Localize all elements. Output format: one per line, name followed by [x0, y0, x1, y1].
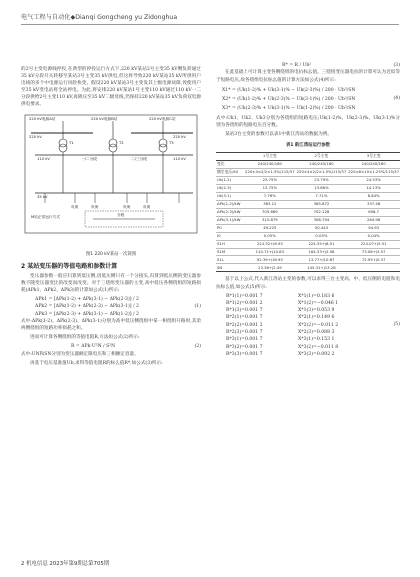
reactance-value: X*3(3)=0.092 2 [298, 351, 335, 357]
label-m-station: M站正常运行方式 [31, 214, 60, 219]
table-cell: 7.71% [296, 192, 348, 200]
table-cell: 164.33+j2.58 [296, 248, 348, 256]
table-header-cell [216, 152, 244, 160]
table-header-cell: 1号主变 [244, 152, 296, 160]
parameters-table [216, 152, 400, 273]
table-cell: 224.32+j6.93 [244, 240, 296, 248]
table-cell: 92.39+j16.93 [244, 256, 296, 264]
table-row-label: P0 [216, 224, 244, 232]
table-cell: 50.443 [296, 224, 348, 232]
table-cell: 240/240/160 [244, 160, 296, 168]
resistance-value: R*1(1)=0.001 7 [226, 293, 263, 299]
transformer-t1-b [59, 144, 67, 152]
label-load-1: 负荷 [71, 204, 79, 209]
table-cell: 705.669 [244, 208, 296, 216]
resistance-value: R*2(2)=0.001 2 [226, 322, 263, 328]
equation-4 [216, 86, 400, 113]
equation-1 [21, 296, 201, 318]
table-cell: 72.93+j0.37 [347, 256, 400, 264]
eq4-number: (4) [393, 95, 400, 101]
left-column [21, 66, 201, 369]
table-cell: 14.13% [347, 184, 400, 192]
table-cell: 220±4×2/2×1.5%/115/37 [244, 168, 296, 176]
equation-2 [21, 343, 201, 350]
label-t3: T3 [169, 140, 174, 145]
resistance-value: R*2(3)=0.001 7 [226, 330, 263, 336]
transformer-t1-a [59, 139, 67, 147]
running-header [21, 8, 399, 25]
table-row [216, 248, 400, 256]
paragraph-eq1-note: 式中:ΔPk(1-2)、ΔPk(2-3)、ΔPk(3-1)分别为高中低压侧绕组中某一相绕组开路时,其余两侧绕组的短路功率损耗之和。 [21, 319, 201, 332]
table-cell: 0.05% [296, 232, 348, 240]
table-cell: 0.05% [244, 232, 296, 240]
label-t2: T2 [119, 140, 124, 145]
label-110-3: 110 kV [173, 156, 186, 161]
eq5-row [226, 314, 400, 321]
paragraph-resistance-intro: 进而可计算各侧绕组的等值电阻R,方法如公式(2)所示: [30, 335, 140, 341]
transformer-t3-a [159, 139, 167, 147]
table-row [216, 208, 400, 216]
table-cell: 264.98 [347, 216, 400, 224]
table-row-label: Uk(3-1) [216, 192, 244, 200]
table-cell: 240/240/160 [296, 160, 348, 168]
transformer-t2-b [109, 144, 117, 152]
table-cell: 145.31+j13.28 [296, 264, 348, 272]
eq1-line: ΔPk3 = [ΔPk(2-3) + ΔPk(3-1) − ΔPk(1-2)] / 2 [35, 311, 139, 317]
table-cell: 49.225 [244, 224, 296, 232]
table-cell: 73.08+j3.57 [347, 248, 400, 256]
table-row [216, 168, 400, 176]
resistance-value: R*3(2)=0.001 7 [226, 344, 263, 350]
eq1-number: (1) [194, 303, 201, 309]
eq5-row [226, 329, 400, 336]
eq1-line: ΔPk2 = [ΔPk(1-2) + ΔPk(2-3) − ΔPk(3-1)] / 2 [35, 304, 139, 310]
intro-paragraph: 的2号主变电源线停役,在典型的停役运行方式下,220 kV某站2号主变35 kV侧负荷通过35 kV分段开关转移至某站3号主变35 kV供电,但这将导致220 kV某站35 kV所供用户出线的多个中电源运行风险快变。假设220 kV某站3号主变发其上级电源故障,致使用户至35 kV变电站将全站停电。为此,将安排220 kV某站1号主变110 kV通过110 kV一二分段供给2号主变110 kV,再降压至35 kV二级母线,仍保持220 kV某站35 kV负荷双电源供电要求。 [21, 67, 201, 108]
eq5-rows [226, 293, 400, 359]
reactance-value: X*1(2)=−0.046 1 [298, 300, 339, 306]
table-cell: 94.93 [347, 224, 400, 232]
resistance-value: R*1(2)=0.001 2 [226, 300, 263, 306]
reactance-value: X*3(1)=0.153 1 [298, 337, 335, 343]
table-body [216, 160, 400, 272]
transformer-t3-b [159, 144, 167, 152]
transformer-t2-a [109, 139, 117, 147]
resistance-value: R*2(1)=0.001 7 [226, 315, 263, 321]
table-row [216, 176, 400, 184]
eq4-line: X3* = (Uk(2-3)% + Uk(3-1)% − Uk(1-2)%) / 200 · Ub²/SN [222, 105, 356, 111]
eq3-number: (3) [393, 63, 400, 68]
paragraph-transformer-params: 变压器参数一般应归算到低压侧,因低压侧只有一个分接头,归算到低压侧的变压器参数不随变压器变比的改变而改变。对于三绕组变压器的主变,高中低压各侧绕组的短路损耗(ΔPk1、ΔPk2、ΔPk3)的计算如公式(1)所示: [21, 273, 201, 293]
eq5-row [226, 344, 400, 351]
table-cell: 110.71+j14.83 [244, 248, 296, 256]
table-row [216, 224, 400, 232]
table-header-row [216, 152, 400, 160]
table-cell: 310.879 [244, 216, 296, 224]
table-cell: 13.75% [244, 184, 296, 192]
paragraph-results-intro: 基于以上公式,代入新江湾站主变的参数,可以求得三台主变高、中、低压侧的电阻和电抗标么值,如公式(5)所示: [216, 277, 400, 290]
resistance-value: R*1(3)=0.001 7 [226, 308, 263, 314]
table-1-caption: 表1 新江湾站运行参数 [285, 142, 331, 148]
section-2-heading: 2 某站变压器的等值电路和参数计算 [21, 262, 118, 270]
table-cell: 13.86% [296, 184, 348, 192]
table-row [216, 200, 400, 208]
paragraph-table-intro: 某站3台主变的参数可以表1中新江湾站的数据为例。 [225, 131, 332, 137]
table-row-label: SN [216, 264, 244, 272]
label-source-b: 220 kV电源B站 [91, 116, 118, 121]
table-row-label: 额定电压/kV [216, 168, 244, 176]
table-row-label: I0 [216, 232, 244, 240]
table-row [216, 264, 400, 272]
reactance-value: X*2(1)=0.149 6 [298, 315, 335, 321]
label-220-right: 220 kV [173, 134, 186, 139]
resistance-value: R*3(3)=0.001 7 [226, 351, 263, 357]
paragraph-eq4-note: 式中:Uk1、Uk2、Uk3分别为各绕组的短路电压;Uk(1-2)%、Uk(2-3)%、Uk(3-1)%分别为各绕组的短路电压百分数。 [216, 115, 400, 128]
eq1-line: ΔPk1 = [ΔPk(1-2) + ΔPk(3-1) − ΔPk(2-3)] / 2 [35, 296, 139, 302]
table-cell: 240/240/160 [347, 160, 400, 168]
reactance-value: X*1(3)=0.053 9 [298, 308, 335, 314]
table-cell: 224.35+j6.51 [296, 240, 348, 248]
eq5-row [226, 293, 400, 300]
eq5-number: (5) [393, 321, 400, 327]
equation-3 [216, 62, 400, 69]
table-cell: 23.79% [296, 176, 348, 184]
eq5-row [226, 300, 400, 307]
table-cell: 702.128 [296, 208, 348, 216]
eq5-row [226, 307, 400, 314]
table-row [216, 216, 400, 224]
label-sec23: 二/三分段 [131, 156, 147, 161]
label-load-3: 负荷 [123, 204, 131, 209]
table-row [216, 192, 400, 200]
load-feeders [45, 193, 179, 203]
table-cell: 220±4×2/2×1.5%/115/37 [296, 168, 348, 176]
eq5-row [226, 322, 400, 329]
table-cell: 224.07+j5.51 [347, 240, 400, 248]
label-t1: T1 [69, 140, 74, 145]
eq5-row [226, 351, 400, 358]
table-row-label: S1L [216, 256, 244, 264]
figure-1-diagram [23, 111, 199, 249]
table-row-label: Uk(2-3) [216, 184, 244, 192]
figure-1-caption: 图1 220 kV某站一次简图 [85, 251, 137, 257]
table-cell: 7.76% [244, 192, 296, 200]
table-cell [347, 264, 400, 272]
page-footer: 2 机电信息 2023年第9期总第705期 [21, 561, 110, 567]
table-cell: 308.794 [296, 216, 348, 224]
table-cell: 363.12 [244, 200, 296, 208]
journal-title: 电气工程与自动化◆Dianqi Gongcheng yu Zidonghua [21, 14, 178, 21]
label-load-2: 负荷 [91, 204, 99, 209]
table-row-label: ΔPk(2-3)/kW [216, 208, 244, 216]
equation-5 [216, 293, 400, 359]
label-sec12: 一/二分段 [81, 156, 97, 161]
table-row-label: 变比 [216, 160, 244, 168]
paragraph-per-unit: 再基于电压基准值Ub,求得等值电阻R的标么值R*,如公式(3)所示: [30, 360, 163, 366]
eq5-row [226, 336, 400, 343]
table-row [216, 240, 400, 248]
table-row [216, 232, 400, 240]
table-cell: 337.48 [347, 200, 400, 208]
paragraph-reactance-intro: 在此基础上可计算主变各侧绕组的电抗标幺值。三绕组变压器电抗的计算可认为近似等于短路电压,故各绕组电抗标幺值的计算方法如公式(4)所示: [216, 70, 400, 83]
table-row [216, 256, 400, 264]
label-35kv: 35 kV [37, 194, 48, 199]
table-row [216, 184, 400, 192]
label-fenduan: 分段 [117, 212, 125, 217]
table-row [216, 160, 400, 168]
table-cell: 365.872 [296, 200, 348, 208]
label-source-c: 220 kV电源C站 [149, 116, 176, 121]
reactance-value: X*2(3)=0.088 3 [298, 330, 335, 336]
table-cell: 220±8×10×1.25%/115/37 [347, 168, 400, 176]
table-cell: 658.7 [347, 208, 400, 216]
label-220-left: 220 kV [29, 134, 42, 139]
eq4-line: X1* = (Uk(1-2)% + Uk(3-1)% − Uk(2-3)%) / 200 · Ub²/SN [222, 87, 356, 93]
paragraph-eq2-note: 式中:UN和SN分别为变压器额定限电压和三相额定容量。 [21, 351, 139, 357]
table-row-label: Uk(1-2) [216, 176, 244, 184]
reactance-value: X*3(2)=−0.011 8 [298, 344, 339, 350]
table-row-label: S1H [216, 240, 244, 248]
resistance-value: R*3(1)=0.001 7 [226, 337, 263, 343]
table-cell: 13.77+j10.87 [296, 256, 348, 264]
eq4-line: X2* = (Uk(1-2)% + Uk(2-3)% − Uk(3-1)%) / 200 · Ub²/SN [222, 96, 356, 102]
table-cell: 8.84% [347, 192, 400, 200]
table-header-cell: 2号主变 [296, 152, 348, 160]
reactance-value: X*1(1)=0.183 6 [298, 293, 335, 299]
label-load-4: 负荷 [143, 204, 151, 209]
table-cell: 23.75% [244, 176, 296, 184]
table-cell: 24.53% [347, 176, 400, 184]
table-row-label: ΔPk(3-1)/kW [216, 216, 244, 224]
table-cell: 0.04% [347, 232, 400, 240]
table-header-cell: 3号主变 [347, 152, 400, 160]
eq2-number: (2) [194, 344, 201, 350]
right-column [216, 62, 400, 358]
table-row-label: S1M [216, 248, 244, 256]
label-source-a: 220 kV电源A站 [29, 116, 56, 121]
eq3-line: R* = R / Ub² [282, 63, 312, 68]
reactance-value: X*2(2)=−0.011 2 [298, 322, 339, 328]
table-row-label: ΔPk(1-2)/kW [216, 200, 244, 208]
eq2-line: R = ΔPk·U²N / S²N [71, 344, 116, 350]
table-cell: 23.36+j2.49 [244, 264, 296, 272]
label-110-1: 110 kV [37, 156, 50, 161]
